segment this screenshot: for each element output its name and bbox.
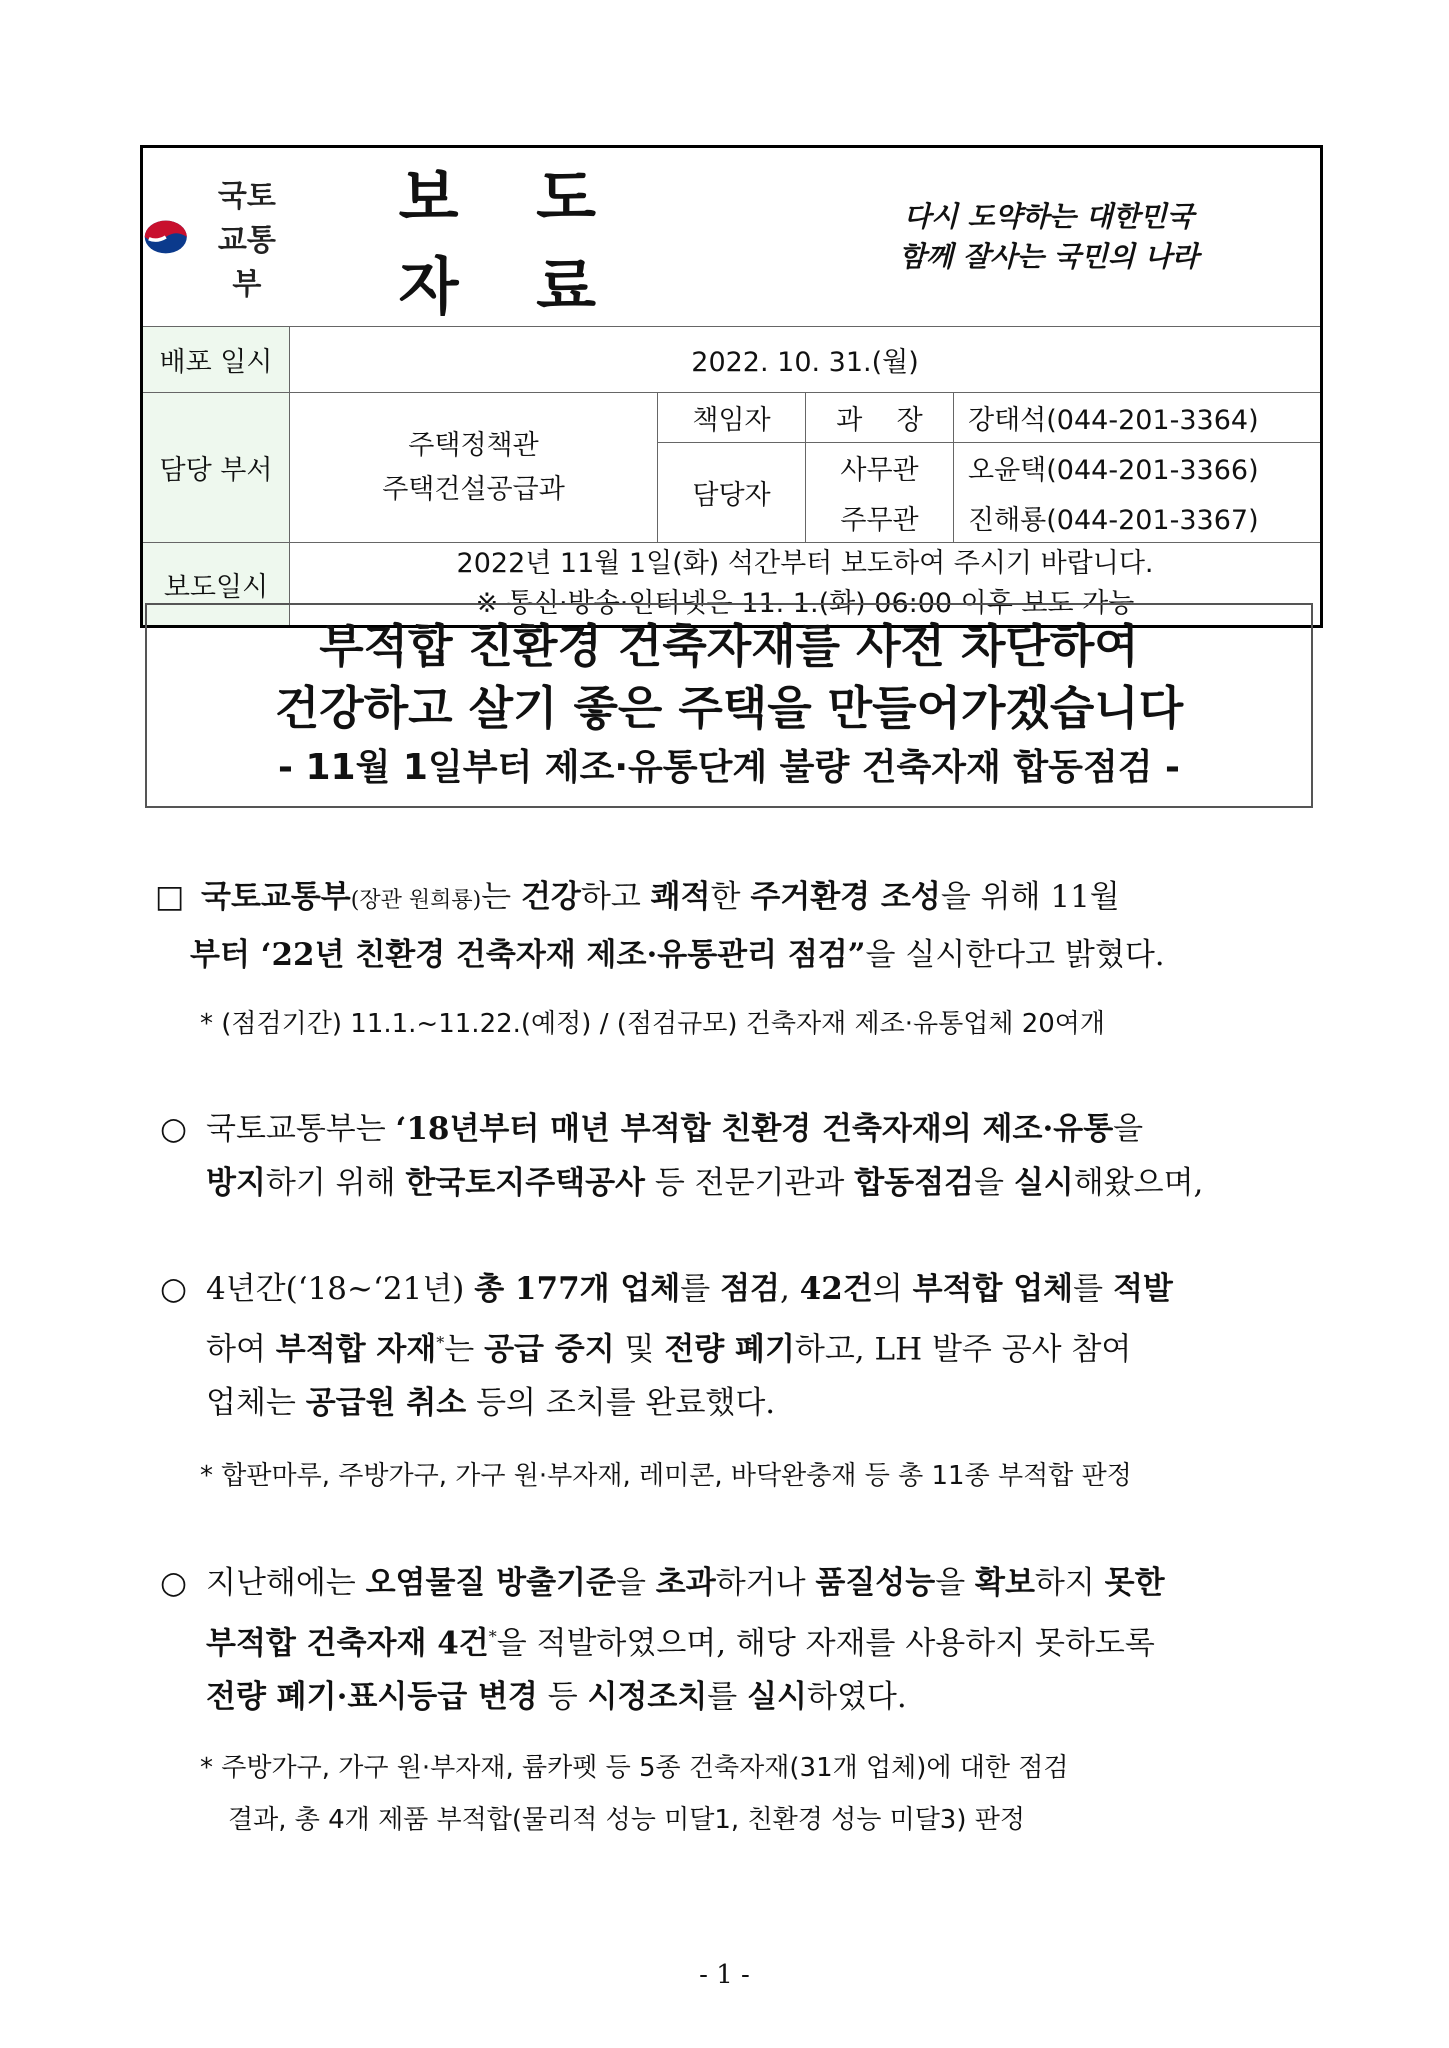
circle-bullet: ○ xyxy=(160,1271,188,1307)
release-label: 보도일시 xyxy=(142,543,290,627)
text-span: 합동점검 xyxy=(854,1165,975,1201)
headline-line-2: 건강하고 살기 좋은 주택을 만들어가겠습니다 xyxy=(274,681,1184,735)
text-span: 및 xyxy=(614,1331,665,1368)
text-span: 공급 중지 xyxy=(484,1331,615,1368)
document-type-title: 보 도 자 료 xyxy=(398,161,625,323)
text-span: 을 위해 11월 xyxy=(940,879,1120,915)
text-span: 을 xyxy=(1113,1111,1144,1147)
text-span: 초과 xyxy=(655,1565,716,1601)
text-span: 4년간(‘18~‘21년) xyxy=(206,1271,475,1307)
text-span: 국토교통부는 xyxy=(206,1111,396,1147)
text-span: 적발 xyxy=(1112,1271,1173,1307)
text-span: 하고 xyxy=(580,879,651,915)
position-2: 사무관 xyxy=(806,443,954,493)
headline-line-1: 부적합 친환경 건축자재를 사전 차단하여 xyxy=(319,619,1139,673)
text-span: 국토교통부 xyxy=(201,879,351,915)
text-span: 을 xyxy=(615,1565,656,1601)
ministry-name: 국토교통부 xyxy=(217,179,276,302)
slogan-line-2: 함께 잘사는 국민의 나라 xyxy=(898,240,1199,273)
department-label: 담당 부서 xyxy=(142,393,290,543)
circle-bullet: ○ xyxy=(160,1565,188,1601)
contact-2: 오윤택(044-201-3366) xyxy=(954,443,1322,493)
note-1: * (점검기간) 11.1.~11.22.(예정) / (점검규모) 건축자재 제조·유통업체 20여개 xyxy=(200,1009,1106,1039)
text-span: 하거나 xyxy=(715,1565,816,1601)
text-span: 전량 폐기·표시등급 변경 xyxy=(206,1679,538,1716)
department-line-1: 주택정책관 xyxy=(408,429,539,461)
text-span: 부적합 건축자재 4건 xyxy=(206,1625,489,1662)
square-bullet: □ xyxy=(155,879,185,915)
release-line-1: 2022년 11월 1일(화) 석간부터 보도하여 주시기 바랍니다. xyxy=(456,548,1154,579)
text-span: 방지 xyxy=(206,1165,266,1201)
position-3: 주무관 xyxy=(806,493,954,543)
headline-box xyxy=(145,603,1313,808)
text-span: 한국토지주택공사 xyxy=(405,1165,645,1201)
position-1: 과 장 xyxy=(806,393,954,443)
text-span: 업체는 xyxy=(206,1385,306,1422)
paragraph-4 xyxy=(160,1556,1330,1724)
headline-subtitle: - 11월 1일부터 제조·유통단계 불량 건축자재 합동점검 - xyxy=(278,747,1180,788)
text-span: 해왔으며, xyxy=(1073,1165,1204,1201)
text-span: 공급원 취소 xyxy=(305,1385,467,1422)
slogan-cell xyxy=(658,147,1322,327)
text-span: 을 실시한다고 밝혔다. xyxy=(865,937,1165,973)
text-span: 하여 xyxy=(206,1331,276,1368)
contact-3: 진해룡(044-201-3367) xyxy=(954,493,1322,543)
text-span: 을 xyxy=(974,1165,1014,1201)
text-span: 를 xyxy=(707,1679,748,1716)
text-span: 을 적발하였으며, 해당 자재를 사용하지 못하도록 xyxy=(496,1625,1155,1662)
ministry-logo-icon xyxy=(143,206,189,268)
text-span: 전량 폐기 xyxy=(664,1331,795,1368)
department-line-2: 주택건설공급과 xyxy=(382,473,565,505)
ministry-logo-cell xyxy=(142,147,658,327)
text-span: , xyxy=(779,1271,800,1307)
footnote-marker: * xyxy=(436,1333,445,1352)
note-3 xyxy=(200,1742,1320,1846)
text-span: 지난해에는 xyxy=(206,1565,366,1601)
note-2: * 합판마루, 주방가구, 가구 원·부자재, 레미콘, 바닥완충재 등 총 11종 부적합 판정 xyxy=(200,1461,1132,1491)
department-names xyxy=(290,393,658,543)
role-contact: 담당자 xyxy=(658,443,806,543)
text-span: 못한 xyxy=(1104,1565,1165,1601)
text-span: 는 xyxy=(444,1331,485,1368)
text-span: 확보 xyxy=(975,1565,1035,1601)
text-span: 실시 xyxy=(747,1679,808,1716)
note-3-line-1: * 주방가구, 가구 원·부자재, 륨카펫 등 5종 건축자재(31개 업체)에 대한 점검 xyxy=(200,1753,1069,1783)
text-span: 점검 xyxy=(720,1271,780,1307)
paragraph-1 xyxy=(155,870,1325,982)
text-span: 42건 xyxy=(799,1271,873,1307)
circle-bullet: ○ xyxy=(160,1111,188,1147)
role-responsible: 책임자 xyxy=(658,393,806,443)
text-span: 품질성능 xyxy=(815,1565,936,1601)
text-span: 쾌적 xyxy=(650,879,711,915)
text-span: 시정조치 xyxy=(587,1679,708,1716)
text-span: 하고, LH 발주 공사 참여 xyxy=(794,1331,1132,1368)
text-span: 는 xyxy=(481,879,521,915)
press-release-header xyxy=(140,145,1323,628)
release-line-2: ※ 통신·방송·인터넷은 11. 1.(화) 06:00 이후 보도 가능 xyxy=(475,588,1135,619)
text-span: 부적합 자재 xyxy=(275,1331,437,1368)
text-span: 오염물질 방출기준 xyxy=(365,1565,616,1601)
text-span: 을 xyxy=(935,1565,975,1601)
text-span: 를 xyxy=(680,1271,721,1307)
text-span: 부터 ‘22년 친환경 건축자재 제조·유통관리 점검” xyxy=(190,937,866,973)
text-span: 총 177개 업체 xyxy=(474,1271,681,1307)
text-span: 한 xyxy=(710,879,751,915)
text-span: 등 전문기관과 xyxy=(644,1165,855,1201)
text-span: 건강 xyxy=(520,879,581,915)
text-span: 의 xyxy=(872,1271,913,1307)
footnote-marker: * xyxy=(488,1627,497,1646)
page-number: - 1 - xyxy=(699,1960,750,1990)
text-span: (장관 원희룡) xyxy=(350,888,482,913)
text-span: 주거환경 조성 xyxy=(750,879,941,915)
text-span: 하였다. xyxy=(807,1679,907,1716)
distribution-date: 2022. 10. 31.(월) xyxy=(290,327,1322,393)
distribution-label: 배포 일시 xyxy=(142,327,290,393)
text-span: 등의 조치를 완료했다. xyxy=(466,1385,776,1422)
note-3-line-2: 결과, 총 4개 제품 부적합(물리적 성능 미달1, 친환경 성능 미달3) 판정 xyxy=(228,1805,1025,1835)
contact-1: 강태석(044-201-3364) xyxy=(954,393,1322,443)
text-span: ‘18년부터 매년 부적합 친환경 건축자재의 제조·유통 xyxy=(395,1111,1114,1147)
text-span: 를 xyxy=(1073,1271,1113,1307)
text-span: 하지 xyxy=(1034,1565,1105,1601)
paragraph-2 xyxy=(160,1102,1330,1210)
text-span: 실시 xyxy=(1013,1165,1074,1201)
slogan-line-1: 다시 도약하는 대한민국 xyxy=(903,200,1194,233)
text-span: 등 xyxy=(537,1679,588,1716)
paragraph-3 xyxy=(160,1262,1330,1430)
text-span: 부적합 업체 xyxy=(912,1271,1074,1307)
text-span: 하기 위해 xyxy=(265,1165,406,1201)
